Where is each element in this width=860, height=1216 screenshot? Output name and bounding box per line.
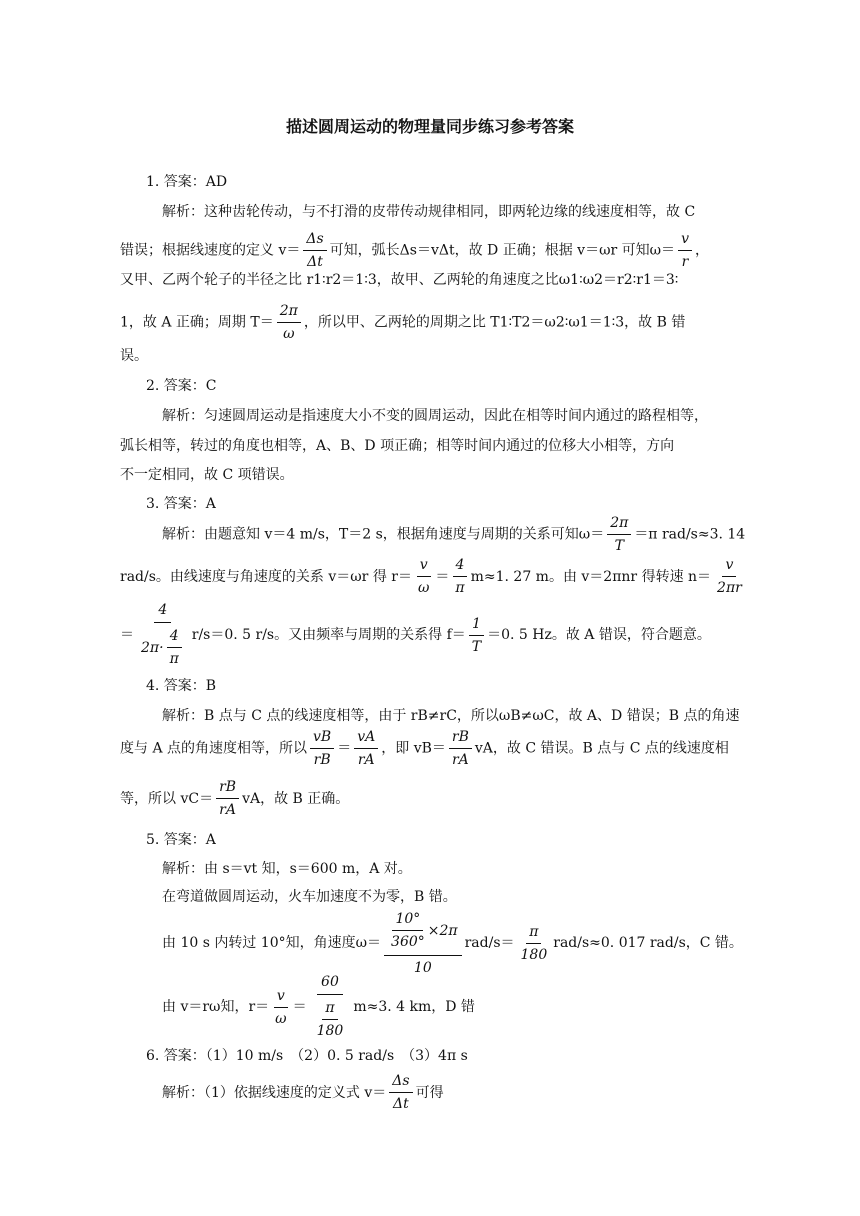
q6-line-a: 解析：（1）依据线速度的定义式 v＝ $\frac{\Delta s}{\Delta t}$ 可得 (162, 1070, 444, 1115)
q6-answer: 6. 答案：（1）10 m/s （2）0. 5 rad/s （3）4π s (146, 1048, 468, 1064)
fraction: $\frac{v}{r}$ (678, 228, 692, 273)
fraction: $\frac{2\pi}{\omega}$ (277, 300, 301, 345)
compound-fraction: 4 2π· $\frac{4}{\pi}$ (137, 600, 189, 670)
q1-line-b: 错误；根据线速度的定义 v＝ $\frac{\Delta s}{\Delta t}$ 可知，弧长Δs＝vΔt，故 D 正确；根据 v＝ωr 可知ω＝ $\frac{v}{r}$ ， (120, 228, 732, 273)
q5-line-a: 解析：由 s＝vt 知，s＝600 m，A 对。 (162, 861, 412, 877)
q1-line-e: 误。 (120, 348, 148, 364)
fraction: $\frac{\pi}{180}$ (314, 997, 347, 1042)
fraction: $\frac{10^\circ}{360^\circ}$ (388, 908, 428, 953)
fraction: $\frac{1}{T}$ (469, 613, 484, 658)
q3-answer: 3. 答案：A (146, 496, 216, 512)
q3-line-c: ＝ 4 2π· $\frac{4}{\pi}$ r/s＝0. 5 r/s。又由频率与周期的关系得 f＝ $\frac{1}{T}$ ＝0. 5 Hz。故 A 错误，符合题意。 (120, 600, 711, 670)
q1-line-c: 又甲、乙两个轮子的半径之比 r1∶r2＝1∶3，故甲、乙两轮的角速度之比ω1∶ω2＝r2∶r1＝3∶ (120, 272, 679, 288)
fraction: $\frac{v}{\omega}$ (415, 554, 432, 599)
fraction: $\frac{v}{2\pi r}$ (714, 554, 745, 599)
q1-line-d: 1，故 A 正确；周期 T＝ $\frac{2\pi}{\omega}$ ，所以甲、乙两轮的周期之比 T1∶T2＝ω2∶ω1＝1∶3，故 B 错 (120, 300, 732, 345)
q2-answer: 2. 答案：C (146, 378, 217, 394)
fraction: $\frac{4}{\pi}$ (167, 625, 182, 670)
q4-line-a: 解析：B 点与 C 点的线速度相等，由于 rB≠rC，所以ωB≠ωC，故 A、D 错误；B 点的角速 (162, 708, 740, 724)
fraction: $\frac{rB}{rA}$ (216, 776, 239, 821)
fraction: $\frac{4}{\pi}$ (452, 554, 467, 599)
q4-answer: 4. 答案：B (146, 678, 217, 694)
fraction: $\frac{\Delta s}{\Delta t}$ (389, 1070, 412, 1115)
q2-line-b: 弧长相等，转过的角度也相等，A、B、D 项正确；相等时间内通过的位移大小相等，方向 (120, 438, 675, 454)
compound-fraction: 60 $\frac{\pi}{180}$ (310, 972, 351, 1042)
q5-line-c: 由 10 s 内转过 10°知，角速度ω＝ $\frac{10^\circ}{360^\circ}$ ×2π 10 rad/s＝ $\frac{\pi}{180}$ rad/s≈0. 017 rad/s，C 错。 (162, 908, 743, 978)
document-title: 描述圆周运动的物理量同步练习参考答案 (285, 117, 574, 136)
fraction: $\frac{2\pi}{T}$ (607, 512, 631, 557)
q1-answer: 1. 答案：AD (146, 174, 228, 190)
q4-line-c: 等，所以 vC＝ $\frac{rB}{rA}$ vA，故 B 正确。 (120, 776, 349, 821)
q5-answer: 5. 答案：A (146, 832, 216, 848)
q1-line-a: 解析：这种齿轮传动，与不打滑的皮带传动规律相同，即两轮边缘的线速度相等，故 C (162, 204, 696, 220)
fraction: $\frac{v}{\omega}$ (272, 985, 289, 1030)
q2-line-c: 不一定相同，故 C 项错误。 (120, 467, 294, 483)
q5-line-b: 在弯道做圆周运动，火车加速度不为零，B 错。 (162, 889, 457, 905)
fraction: $\frac{\pi}{180}$ (518, 921, 551, 966)
q5-line-d: 由 v＝rω知，r＝ $\frac{v}{\omega}$ ＝ 60 $\frac{\pi}{180}$ m≈3. 4 km，D 错 (162, 972, 475, 1042)
q4-line-b: 度与 A 点的角速度相等，所以 $\frac{vB}{rB}$ ＝ $\frac{vA}{rA}$ ，即 vB＝ $\frac{rB}{rA}$ vA，故 C 错误。B 点与 C 点的线速度相 (120, 726, 732, 771)
fraction: $\frac{\Delta s}{\Delta t}$ (303, 228, 326, 273)
fraction: $\frac{rB}{rA}$ (449, 726, 472, 771)
compound-fraction: $\frac{10^\circ}{360^\circ}$ ×2π 10 (384, 908, 462, 978)
q3-line-a: 解析：由题意知 v＝4 m/s，T＝2 s，根据角速度与周期的关系可知ω＝ $\frac{2\pi}{T}$ ＝π rad/s≈3. 14 (162, 512, 732, 557)
q3-line-b: rad/s。由线速度与角速度的关系 v＝ωr 得 r＝ $\frac{v}{\omega}$ ＝ $\frac{4}{\pi}$ m≈1. 27 m。由 v＝2πnr 得转速 n＝ $\frac{v}{2\pi r}$ (120, 554, 748, 599)
fraction: $\frac{vA}{rA}$ (354, 726, 378, 771)
fraction: $\frac{vB}{rB}$ (310, 726, 334, 771)
q2-line-a: 解析：匀速圆周运动是指速度大小不变的圆周运动，因此在相等时间内通过的路程相等， (162, 408, 708, 424)
